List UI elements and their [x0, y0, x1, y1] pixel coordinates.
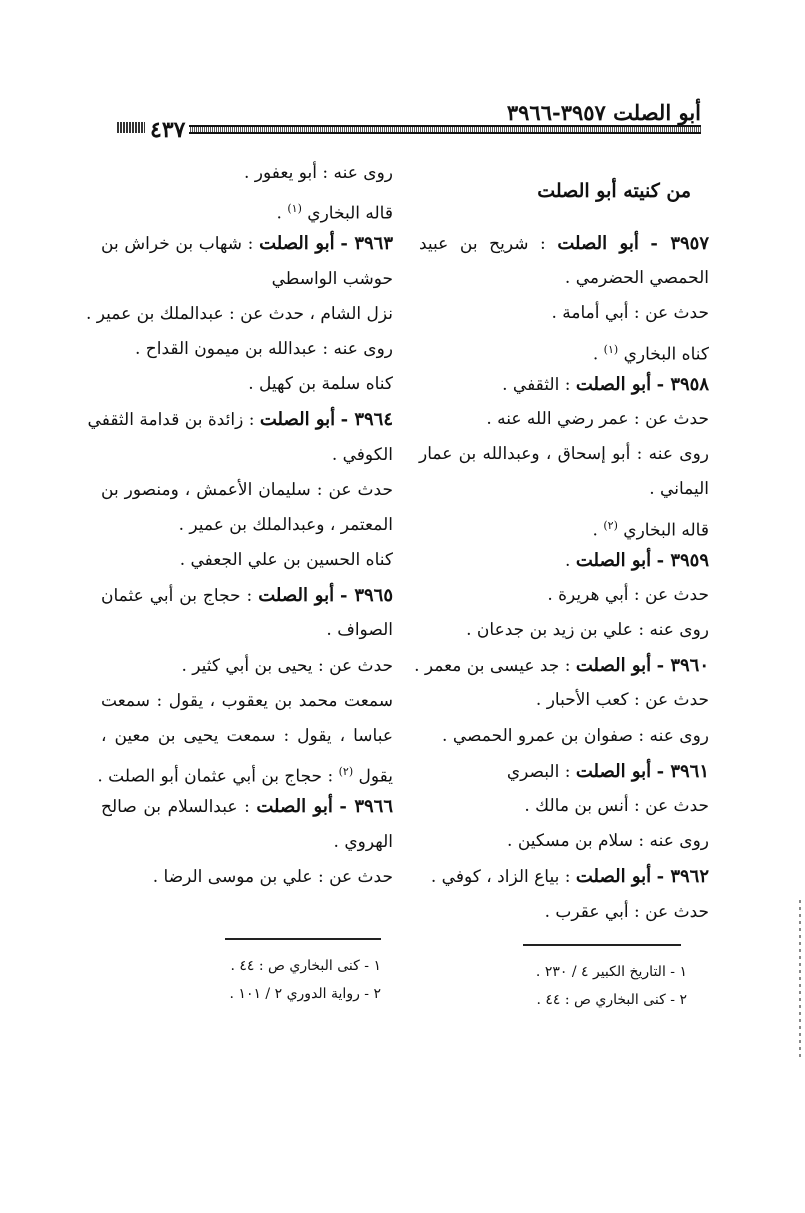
- entry-text: .: [565, 550, 571, 571]
- entry-3965-line: [101, 578, 393, 613]
- text-line: روى عنه : صفوان بن عمرو الحمصي .: [442, 725, 709, 746]
- header-rule: [182, 125, 701, 134]
- section-heading: من كنيته أبو الصلت: [537, 180, 691, 202]
- footnote-rule: [225, 938, 381, 940]
- footnote-ref: (٢): [338, 765, 354, 779]
- entry-number: ٣٩٥٧ -: [650, 233, 709, 254]
- text-line: الكوفي .: [331, 444, 393, 465]
- entry-number: ٣٩٦٣ -: [340, 233, 393, 255]
- page-number: ٤٣٧: [146, 117, 189, 143]
- text-line: الهروي .: [333, 831, 393, 852]
- entry-3959-line: [419, 543, 709, 578]
- entry-3958-line: [419, 367, 709, 402]
- footnote: ١ - التاريخ الكبير ٤ / ٢٣٠ .: [535, 964, 687, 980]
- entry-text: : بياع الزاد ، كوفي .: [430, 867, 571, 888]
- text-line: روى عنه : سلام بن مسكين .: [507, 831, 709, 852]
- text-line: المعتمر ، وعبدالملك بن عمير .: [178, 514, 393, 535]
- entry-name: أبو الصلت: [258, 585, 335, 607]
- entry-3957-line: [419, 226, 709, 261]
- text-line: سمعت محمد بن يعقوب ، يقول : سمعت: [101, 690, 393, 711]
- entry-name: أبو الصلت: [575, 866, 652, 888]
- text-line: حدث عن : عمر رضي الله عنه .: [486, 408, 709, 429]
- entry-text: : حجاج بن أبي عثمان: [101, 586, 253, 607]
- text-line: [101, 191, 393, 226]
- text-line: [97, 754, 393, 789]
- entry-text: : جد عيسى بن معمر .: [414, 656, 571, 677]
- scan-edge-mark: [799, 900, 801, 1060]
- entry-name: أبو الصلت: [259, 409, 336, 431]
- entry-name: أبو الصلت: [575, 655, 652, 677]
- text-line: روى عنه : علي بن زيد بن جدعان .: [466, 620, 709, 641]
- text-line: الحمصي الحضرمي .: [564, 268, 709, 289]
- entry-text: : عبدالسلام بن صالح: [101, 797, 250, 818]
- entry-number: ٣٩٦٦ -: [339, 796, 393, 818]
- text-line: كناه الحسين بن علي الجعفي .: [179, 550, 393, 571]
- footnote-ref: (١): [287, 202, 302, 216]
- entry-3963-line: [101, 226, 393, 261]
- line-text: يقول: [358, 766, 393, 787]
- text-line: روى عنه : عبدالله بن ميمون القداح .: [134, 338, 393, 359]
- entry-number: ٣٩٦١ -: [656, 760, 709, 782]
- entry-name: أبو الصلت: [575, 760, 652, 782]
- line-tail: : حجاج بن أبي عثمان أبو الصلت .: [97, 766, 334, 787]
- text-line: [419, 508, 709, 543]
- right-column: [414, 156, 709, 930]
- line-tail: .: [276, 203, 282, 224]
- entry-number: ٣٩٦٥ -: [340, 585, 394, 607]
- entry-number: ٣٩٦٢ -: [656, 866, 709, 888]
- left-column: [85, 156, 394, 895]
- footnote: ٢ - كنى البخاري ص : ٤٤ .: [536, 992, 687, 1008]
- footnote-ref: (٢): [603, 518, 618, 532]
- entry-3961-line: [419, 754, 709, 789]
- text-line: حدث عن : كعب الأحبار .: [535, 690, 709, 711]
- line-text: قاله البخاري: [307, 203, 393, 224]
- footnote: ١ - كنى البخاري ص : ٤٤ .: [230, 958, 381, 974]
- entry-3960-line: [414, 648, 709, 683]
- text-line: روى عنه : أبو إسحاق ، وعبدالله بن عمار: [419, 444, 709, 465]
- text-line: [419, 332, 709, 367]
- entry-name: أبو الصلت: [259, 233, 335, 255]
- entry-3964-line: [87, 402, 393, 437]
- entry-number: ٣٩٥٩ -: [656, 549, 709, 571]
- left-footnotes: [121, 952, 381, 1008]
- entry-text: : شريح بن عبيد: [419, 234, 546, 254]
- text-line: كناه سلمة بن كهيل .: [248, 374, 393, 395]
- entry-number: ٣٩٥٨ -: [656, 373, 709, 395]
- line-text: كناه البخاري: [623, 344, 709, 365]
- text-line: حدث عن : سليمان الأعمش ، ومنصور بن: [101, 479, 393, 500]
- text-line: حدث عن : أنس بن مالك .: [524, 796, 709, 816]
- text-line: عباسا ، يقول : سمعت يحيى بن معين ،: [101, 726, 393, 746]
- footnote: ٢ - رواية الدوري ٢ / ١٠١ .: [229, 986, 381, 1002]
- text-line: حدث عن : أبي عقرب .: [544, 901, 709, 922]
- text-line: نزل الشام ، حدث عن : عبدالملك بن عمير .: [85, 303, 393, 324]
- header-ornament: [117, 122, 145, 133]
- running-header-title: أبو الصلت ٣٩٥٧-٣٩٦٦: [506, 100, 701, 125]
- entry-name: أبو الصلت: [575, 549, 652, 571]
- text-line: حدث عن : أبي أمامة .: [551, 303, 709, 324]
- footnote-rule: [523, 944, 681, 946]
- entry-name: أبو الصلت: [557, 233, 639, 254]
- line-tail: .: [592, 520, 598, 541]
- text-line: حدث عن : أبي هريرة .: [547, 584, 709, 605]
- text-line: اليماني .: [649, 479, 709, 500]
- entry-number: ٣٩٦٠ -: [656, 655, 709, 677]
- entry-text: : الثقفي .: [502, 374, 571, 395]
- text-line: حدث عن : يحيى بن أبي كثير .: [181, 655, 393, 676]
- entry-number: ٣٩٦٤ -: [340, 409, 393, 431]
- line-tail: .: [592, 344, 599, 365]
- entry-text: : زائدة بن قدامة الثقفي: [87, 410, 255, 431]
- entry-3962-line: [419, 859, 709, 894]
- text-line: الصواف .: [326, 620, 393, 641]
- entry-name: أبو الصلت: [256, 796, 333, 818]
- footnote-ref: (١): [603, 342, 619, 356]
- right-footnotes: [427, 958, 687, 1014]
- text-line: روى عنه : أبو يعفور .: [243, 163, 393, 183]
- line-text: قاله البخاري: [623, 520, 709, 541]
- entry-3966-line: [101, 789, 393, 824]
- entry-text: : شهاب بن خراش بن: [101, 234, 254, 255]
- text-line: حدث عن : علي بن موسى الرضا .: [152, 866, 393, 887]
- text-line: حوشب الواسطي: [271, 268, 393, 289]
- entry-text: : البصري: [506, 761, 571, 782]
- entry-name: أبو الصلت: [575, 373, 652, 395]
